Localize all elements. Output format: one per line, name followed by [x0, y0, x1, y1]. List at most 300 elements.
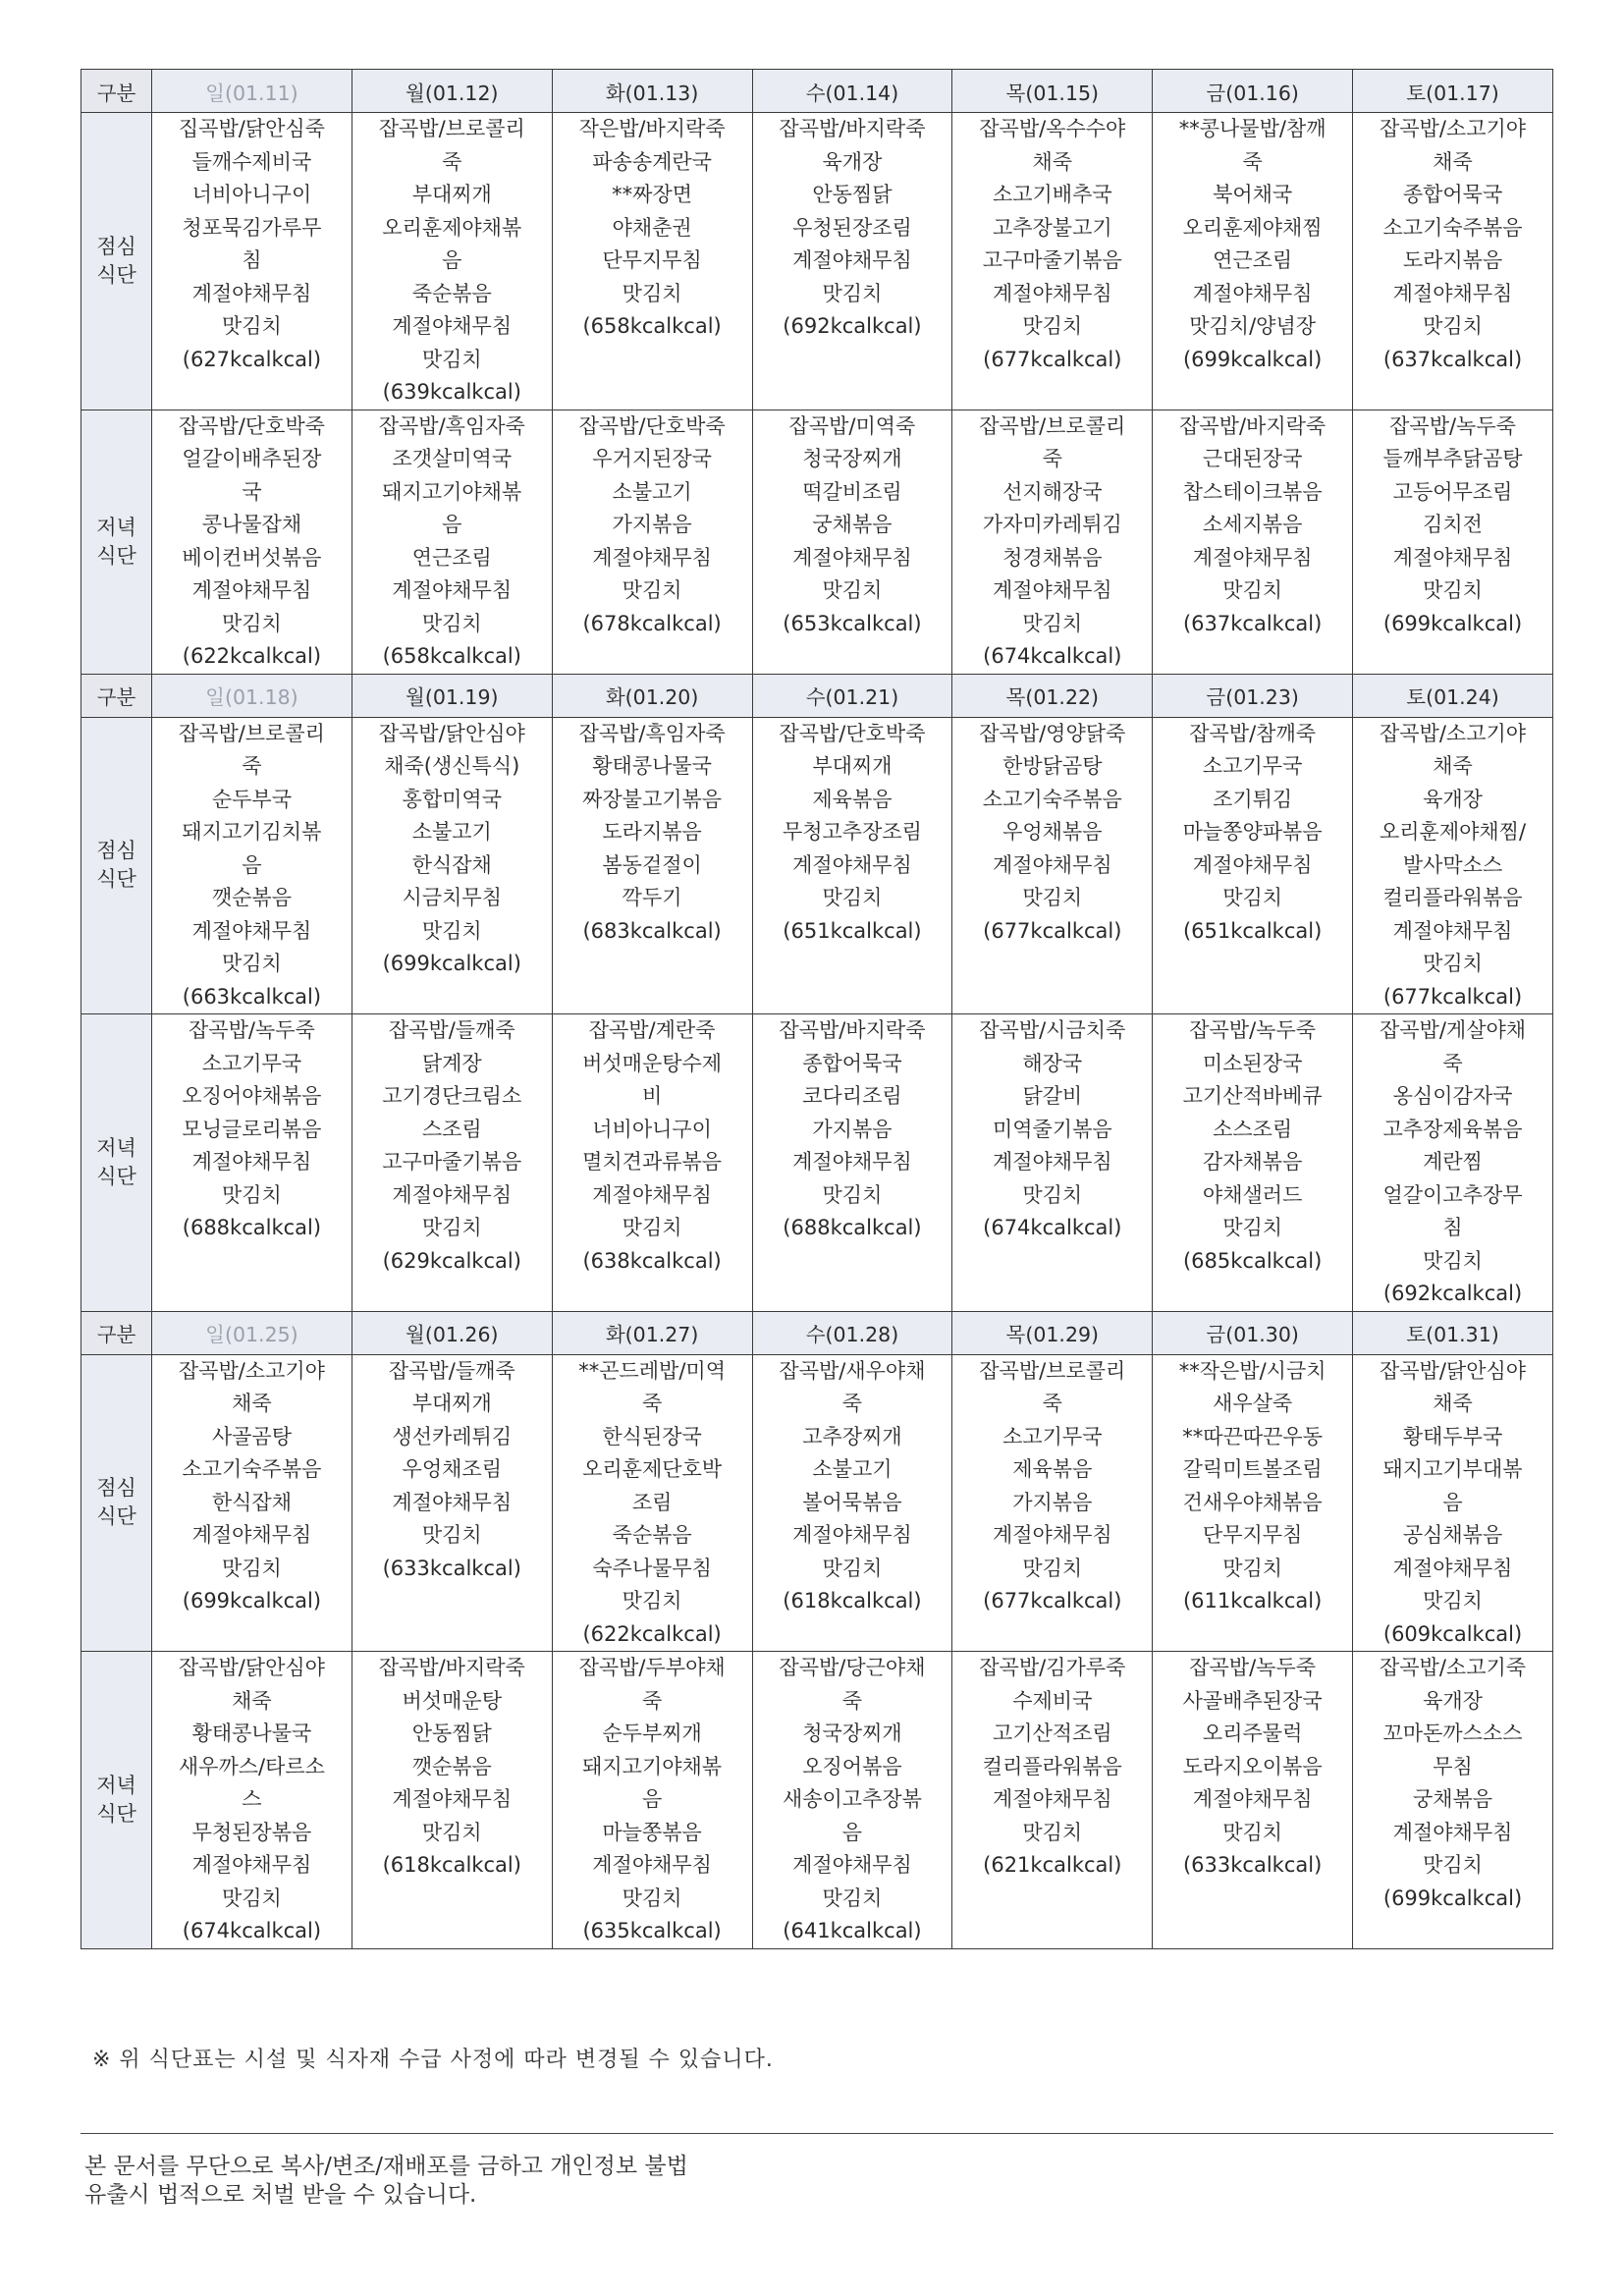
menu-item: 맛김치	[822, 281, 883, 305]
menu-item: 죽	[641, 1392, 663, 1415]
menu-item: 계절야채무침	[992, 852, 1112, 877]
menu-item: 계란찜	[1423, 1150, 1483, 1174]
day-header: 수(01.14)	[752, 70, 952, 113]
menu-item: 오리훈제야채찜/	[1379, 820, 1527, 844]
menu-cell	[1353, 717, 1553, 1014]
menu-item: (677kcalkcal)	[983, 1589, 1122, 1613]
menu-item: 맛김치	[1022, 314, 1083, 338]
menu-item: 잡곡밥/단호박죽	[578, 413, 726, 438]
menu-item: (621kcalkcal)	[983, 1853, 1122, 1877]
dinner-row	[81, 1652, 1553, 1949]
menu-item: 가지볶음	[1012, 1490, 1093, 1514]
menu-item: 계절야채무침	[1392, 545, 1513, 570]
menu-item: 우청된장조림	[792, 215, 912, 240]
menu-item: 맛김치	[1423, 314, 1483, 338]
menu-item: (618kcalkcal)	[382, 1853, 521, 1877]
menu-item: 모닝글로리볶음	[182, 1117, 322, 1141]
menu-item: 궁채볶음	[812, 513, 893, 536]
day-header: 금(01.23)	[1153, 674, 1353, 717]
menu-item: 미소된장국	[1202, 1051, 1303, 1075]
menu-item: 가지볶음	[612, 513, 692, 536]
menu-item: 맛김치	[622, 1886, 682, 1910]
menu-item: 채죽	[232, 1688, 272, 1713]
menu-item: 계절야채무침	[1392, 1820, 1513, 1844]
menu-item: 계절야채무침	[792, 852, 912, 877]
meal-label-line: 점심	[96, 839, 136, 863]
menu-item: 맛김치	[1222, 578, 1283, 602]
menu-item: 부대찌개	[812, 754, 893, 778]
menu-item: 음	[242, 852, 262, 877]
menu-item: 코다리조림	[802, 1084, 902, 1108]
meal-label	[81, 113, 152, 410]
menu-item: 궁채볶음	[1412, 1787, 1493, 1811]
menu-item: (699kcalkcal)	[1182, 347, 1323, 371]
menu-item: 계절야채무침	[1192, 545, 1313, 570]
menu-item: (699kcalkcal)	[382, 952, 521, 975]
menu-cell	[352, 717, 552, 1014]
menu-item: 고기경단크림소	[382, 1084, 522, 1108]
menu-cell	[1353, 113, 1553, 410]
menu-item: (663kcalkcal)	[182, 984, 322, 1009]
menu-item: 작은밥/바지락죽	[578, 117, 726, 140]
menu-item: 계절야채무침	[792, 545, 912, 570]
menu-item: 잡곡밥/들깨죽	[388, 1018, 515, 1042]
menu-item: 들깨부추닭곰탕	[1382, 447, 1523, 470]
menu-item: 새우살죽	[1213, 1392, 1293, 1415]
day-header: 월(01.26)	[352, 1311, 552, 1354]
menu-item: 버섯매운탕수제	[582, 1051, 723, 1075]
menu-item: 잡곡밥/들깨죽	[388, 1358, 515, 1383]
menu-item: 잡곡밥/바지락죽	[1179, 413, 1326, 438]
menu-item: 연근조림	[1213, 248, 1293, 272]
menu-cell	[352, 1354, 552, 1652]
menu-item: 잡곡밥/소고기야	[1379, 721, 1527, 745]
menu-cell	[752, 717, 952, 1014]
menu-item: 컬리플라워볶음	[982, 1754, 1122, 1778]
menu-item: (688kcalkcal)	[182, 1216, 322, 1239]
menu-item: (692kcalkcal)	[1382, 1282, 1523, 1305]
menu-item: **작은밥/시금치	[1178, 1358, 1326, 1383]
menu-item: 오리훈제야채볶	[382, 215, 522, 240]
menu-item: 음	[442, 513, 462, 536]
menu-item: 볼어묵볶음	[802, 1490, 902, 1514]
menu-item: 죽순볶음	[411, 281, 492, 305]
menu-cell	[552, 1354, 752, 1652]
menu-item: 음	[641, 1787, 663, 1811]
footer-line: 본 문서를 무단으로 복사/변조/재배포를 금하고 개인정보 불법	[84, 2154, 688, 2179]
menu-cell	[1153, 717, 1353, 1014]
menu-item: 계절야채무침	[191, 918, 312, 943]
menu-item: 제육볶음	[1012, 1457, 1093, 1481]
menu-item: 맛김치	[1423, 1589, 1483, 1613]
menu-item: 조갯살미역국	[392, 447, 513, 470]
menu-item: 맛김치	[421, 1216, 482, 1239]
menu-item: 선지해장국	[1002, 479, 1103, 504]
menu-item: 가자미카레튀김	[982, 513, 1122, 536]
menu-item: 맛김치	[421, 918, 482, 943]
menu-item: 무청된장볶음	[191, 1820, 312, 1844]
menu-item: 국	[242, 479, 262, 504]
menu-cell	[1153, 113, 1353, 410]
menu-item: 고추장제육볶음	[1382, 1117, 1523, 1141]
menu-item: 맛김치	[1022, 1820, 1083, 1844]
menu-item: 채죽	[232, 1392, 272, 1415]
meal-label	[81, 1652, 152, 1949]
menu-item: (683kcalkcal)	[582, 918, 722, 943]
menu-item: 새송이고추장볶	[782, 1787, 922, 1811]
menu-item: 고추장찌개	[802, 1424, 902, 1449]
menu-cell	[352, 1652, 552, 1949]
meal-label-line: 점심	[96, 234, 136, 258]
menu-item: 잡곡밥/옥수수야	[979, 117, 1126, 140]
menu-item: 계절야채무침	[1192, 1787, 1313, 1811]
menu-item: 계절야채무침	[1192, 852, 1313, 877]
menu-item: 채죽	[1433, 754, 1473, 778]
menu-item: 잡곡밥/닭안심야	[178, 1656, 325, 1679]
menu-item: 얼갈이배추된장	[182, 447, 322, 470]
menu-item: 맛김치	[1423, 1248, 1483, 1273]
menu-item: 계절야채무침	[992, 1787, 1112, 1811]
menu-item: 새우까스/타르소	[178, 1754, 325, 1778]
menu-item: 가지볶음	[812, 1117, 893, 1141]
menu-item: 맛김치	[822, 886, 883, 909]
menu-item: 북어채국	[1213, 183, 1293, 206]
menu-item: 생선카레튀김	[392, 1424, 513, 1449]
menu-item: 계절야채무침	[992, 281, 1112, 305]
menu-cell	[1353, 1014, 1553, 1312]
menu-item: 계절야채무침	[792, 1523, 912, 1547]
change-notice: ※ 위 식단표는 시설 및 식자재 수급 사정에 따라 변경될 수 있습니다.	[92, 2048, 774, 2072]
menu-item: 소고기무국	[1202, 754, 1303, 778]
menu-item: 종합어묵국	[1402, 183, 1503, 206]
day-header: 화(01.20)	[552, 674, 752, 717]
menu-item: 청국장찌개	[802, 1722, 902, 1745]
menu-item: (677kcalkcal)	[983, 347, 1122, 371]
menu-item: 황태두부국	[1402, 1424, 1503, 1449]
menu-item: 맛김치	[622, 1589, 682, 1613]
menu-cell	[752, 1354, 952, 1652]
menu-item: 계절야채무침	[992, 1150, 1112, 1174]
menu-item: 잡곡밥/흑임자죽	[578, 721, 726, 745]
menu-item: (674kcalkcal)	[983, 1216, 1122, 1239]
menu-item: 죽	[1042, 1392, 1062, 1415]
menu-cell	[952, 1652, 1153, 1949]
menu-item: 잡곡밥/소고기야	[1379, 117, 1527, 140]
menu-item: 계절야채무침	[592, 1853, 712, 1877]
menu-item: 죽	[1242, 149, 1263, 174]
menu-item: 맛김치	[421, 347, 482, 371]
menu-item: (688kcalkcal)	[783, 1216, 922, 1239]
menu-item: 계절야채무침	[792, 1853, 912, 1877]
menu-item: 황태콩나물국	[191, 1722, 312, 1745]
menu-cell	[152, 1652, 352, 1949]
menu-item: 황태콩나물국	[592, 754, 712, 778]
menu-item: 맛김치	[1222, 1556, 1283, 1580]
menu-item: 소고기숙주볶음	[982, 787, 1122, 811]
menu-item: 잡곡밥/새우야채	[779, 1358, 926, 1383]
menu-item: (651kcalkcal)	[783, 918, 922, 943]
menu-item: 잡곡밥/브로콜리	[979, 413, 1126, 438]
menu-item: 돼지고기김치볶	[182, 820, 322, 844]
menu-item: 비	[641, 1084, 663, 1108]
day-header: 화(01.27)	[552, 1311, 752, 1354]
menu-item: 죽순볶음	[612, 1523, 692, 1547]
menu-item: 오리훈제단호박	[582, 1457, 723, 1481]
menu-item: 청국장찌개	[802, 447, 902, 470]
menu-item: 침	[242, 248, 262, 272]
menu-item: 소고기배추국	[992, 183, 1112, 206]
menu-item: 맛김치	[822, 1886, 883, 1910]
lunch-row	[81, 113, 1553, 410]
menu-item: 계절야채무침	[592, 545, 712, 570]
menu-item: (609kcalkcal)	[1382, 1621, 1523, 1646]
menu-cell	[152, 410, 352, 674]
menu-item: 제육볶음	[812, 787, 893, 811]
menu-item: 계절야채무침	[191, 1523, 312, 1547]
menu-item: 잡곡밥/녹두죽	[1389, 413, 1516, 438]
day-header: 토(01.24)	[1353, 674, 1553, 717]
menu-item: 파송송계란국	[592, 149, 712, 174]
menu-item: 잡곡밥/브로콜리	[178, 721, 325, 745]
menu-item: 우엉채볶음	[1002, 820, 1103, 844]
menu-item: 한식잡채	[211, 1490, 292, 1514]
menu-item: (651kcalkcal)	[1182, 918, 1323, 943]
menu-item: **짜장면	[612, 183, 693, 206]
menu-item: 안동찜닭	[812, 183, 893, 206]
menu-item: (674kcalkcal)	[983, 644, 1122, 668]
menu-cell	[552, 717, 752, 1014]
menu-cell	[952, 1354, 1153, 1652]
menu-item: 고등어무조림	[1392, 479, 1513, 504]
menu-item: 맛김치	[221, 1886, 282, 1910]
menu-item: 맛김치	[822, 1556, 883, 1580]
day-header: 토(01.31)	[1353, 1311, 1553, 1354]
menu-item: 맛김치	[622, 281, 682, 305]
meal-label-line: 식단	[96, 262, 136, 287]
menu-item: 죽	[1442, 1051, 1463, 1075]
menu-item: 잡곡밥/바지락죽	[779, 117, 926, 140]
menu-item: 감자채볶음	[1202, 1150, 1303, 1174]
menu-item: (633kcalkcal)	[1182, 1853, 1323, 1877]
menu-item: 계절야채무침	[191, 1150, 312, 1174]
menu-item: 맛김치	[1423, 578, 1483, 602]
lunch-row	[81, 1354, 1553, 1652]
menu-item: 맛김치	[1222, 1820, 1283, 1844]
menu-cell	[1153, 1652, 1353, 1949]
menu-item: 육개장	[1423, 1688, 1483, 1713]
menu-item: 고구마줄기볶음	[982, 248, 1122, 272]
menu-item: (699kcalkcal)	[182, 1589, 322, 1613]
menu-item: 너비아니구이	[592, 1117, 712, 1141]
menu-item: 맛김치	[622, 578, 682, 602]
menu-item: 계절야채무침	[792, 248, 912, 272]
menu-item: 수제비국	[1012, 1688, 1093, 1713]
menu-item: 계절야채무침	[1192, 281, 1313, 305]
menu-item: 잡곡밥/녹두죽	[1189, 1018, 1317, 1042]
menu-item: 사골곰탕	[211, 1424, 292, 1449]
menu-item: 잡곡밥/시금치죽	[979, 1018, 1126, 1042]
meal-label-line: 저녁	[96, 515, 136, 539]
menu-item: 깍두기	[622, 886, 682, 909]
menu-item: (674kcalkcal)	[182, 1919, 322, 1942]
menu-item: 오리훈제야채찜	[1182, 215, 1323, 240]
menu-item: 소불고기	[812, 1457, 893, 1481]
menu-item: 부대찌개	[411, 183, 492, 206]
menu-cell	[552, 410, 752, 674]
menu-item: (658kcalkcal)	[582, 314, 722, 338]
menu-cell	[352, 1014, 552, 1312]
menu-item: **따끈따끈우동	[1182, 1424, 1323, 1449]
menu-item: 홍합미역국	[402, 787, 502, 811]
menu-item: 잡곡밥/참깨죽	[1189, 721, 1317, 745]
meal-label-line: 식단	[96, 543, 136, 568]
menu-cell	[152, 1014, 352, 1312]
menu-item: (699kcalkcal)	[1382, 1886, 1523, 1910]
menu-item: 단무지무침	[1202, 1523, 1303, 1547]
menu-item: 소세지볶음	[1202, 513, 1303, 536]
menu-cell	[952, 1014, 1153, 1312]
menu-cell	[1353, 1354, 1553, 1652]
menu-item: 갈릭미트볼조림	[1182, 1457, 1323, 1481]
day-header: 월(01.12)	[352, 70, 552, 113]
menu-item: 무침	[1433, 1754, 1473, 1778]
menu-item: (641kcalkcal)	[783, 1919, 922, 1942]
meal-label-line: 식단	[96, 1801, 136, 1826]
menu-item: 콩나물잡채	[201, 513, 302, 536]
menu-item: **곤드레밥/미역	[578, 1358, 726, 1383]
menu-item: 계절야채무침	[191, 1853, 312, 1877]
menu-item: 소고기숙주볶음	[1382, 215, 1523, 240]
meal-label	[81, 410, 152, 674]
footer-divider	[81, 2133, 1553, 2134]
menu-item: 한식된장국	[602, 1424, 702, 1449]
menu-item: 도라지볶음	[1402, 248, 1503, 272]
menu-item: 꼬마돈까스소스	[1382, 1722, 1523, 1745]
menu-item: 멸치견과류볶음	[582, 1150, 723, 1174]
menu-item: 맛김치	[421, 1523, 482, 1547]
menu-item: 돼지고기부대볶	[1382, 1457, 1523, 1481]
day-header: 월(01.19)	[352, 674, 552, 717]
menu-item: 조림	[631, 1490, 673, 1514]
menu-item: 김치전	[1423, 513, 1483, 536]
menu-item: 고기산적바베큐	[1182, 1084, 1323, 1108]
menu-item: 무청고추장조림	[782, 820, 922, 844]
menu-item: 잡곡밥/바지락죽	[779, 1018, 926, 1042]
menu-item: 숙주나물무침	[592, 1556, 712, 1580]
menu-item: 죽	[442, 149, 462, 174]
menu-item: 맛김치/양념장	[1189, 314, 1317, 338]
menu-cell	[152, 717, 352, 1014]
menu-item: 맛김치	[221, 611, 282, 635]
menu-item: 찹스테이크볶음	[1182, 479, 1323, 504]
menu-item: 야채샐러드	[1202, 1182, 1303, 1207]
menu-item: (678kcalkcal)	[582, 611, 722, 635]
menu-item: 돼지고기야채볶	[382, 479, 522, 504]
meal-label	[81, 1354, 152, 1652]
menu-item: 닭계장	[421, 1051, 482, 1075]
menu-item: 맛김치	[1022, 1556, 1083, 1580]
menu-cell	[1353, 410, 1553, 674]
menu-cell	[1353, 1652, 1553, 1949]
menu-item: 계절야채무침	[392, 314, 513, 338]
menu-item: 베이컨버섯볶음	[182, 545, 322, 570]
day-header: 목(01.29)	[952, 1311, 1153, 1354]
menu-item: 집곡밥/닭안심죽	[178, 117, 325, 140]
menu-item: 스조림	[421, 1117, 482, 1141]
menu-item: 한식잡채	[411, 852, 492, 877]
menu-item: 맛김치	[1222, 1216, 1283, 1239]
menu-item: 건새우야채볶음	[1182, 1490, 1323, 1514]
menu-item: 들깨수제비국	[191, 149, 312, 174]
footer-line: 유출시 법적으로 처벌 받을 수 있습니다.	[84, 2182, 477, 2208]
menu-item: (637kcalkcal)	[1382, 347, 1523, 371]
menu-item: 계절야채무침	[592, 1182, 712, 1207]
menu-item: 너비아니구이	[191, 183, 312, 206]
menu-cell	[952, 717, 1153, 1014]
menu-cell	[1153, 1014, 1353, 1312]
menu-item: 오징어볶음	[802, 1754, 902, 1778]
menu-item: 안동찜닭	[411, 1722, 492, 1745]
menu-item: (658kcalkcal)	[382, 644, 521, 668]
menu-item: 한방닭곰탕	[1002, 754, 1103, 778]
menu-item: 계절야채무침	[191, 281, 312, 305]
menu-item: 잡곡밥/계란죽	[588, 1018, 716, 1042]
menu-item: 채죽	[1032, 149, 1073, 174]
menu-item: 청경채볶음	[1002, 545, 1103, 570]
menu-item: (692kcalkcal)	[783, 314, 922, 338]
menu-item: 도라지볶음	[602, 820, 702, 844]
menu-item: 계절야채무침	[1392, 1556, 1513, 1580]
menu-cell	[752, 1652, 952, 1949]
menu-item: 소스조림	[1213, 1117, 1293, 1141]
menu-item: 고구마줄기볶음	[382, 1150, 522, 1174]
menu-item: 잡곡밥/단호박죽	[178, 413, 325, 438]
menu-item: 잡곡밥/브로콜리	[378, 117, 525, 140]
menu-item: 맛김치	[421, 611, 482, 635]
meal-label	[81, 1014, 152, 1312]
menu-item: 잡곡밥/닭안심야	[378, 721, 525, 745]
menu-item: 고기산적조림	[992, 1722, 1112, 1745]
lunch-row	[81, 717, 1553, 1014]
menu-item: 잡곡밥/닭안심야	[1379, 1358, 1527, 1383]
menu-item: (637kcalkcal)	[1182, 611, 1323, 635]
menu-item: 마늘쫑양파볶음	[1182, 820, 1323, 844]
menu-item: 계절야채무침	[1392, 918, 1513, 943]
dinner-row	[81, 410, 1553, 674]
menu-cell	[552, 1652, 752, 1949]
menu-cell	[752, 1014, 952, 1312]
week-header-row	[81, 70, 1553, 113]
menu-item: 채죽(생신특식)	[384, 754, 520, 778]
day-header: 일(01.18)	[152, 674, 352, 717]
menu-item: 잡곡밥/녹두죽	[189, 1018, 315, 1042]
menu-cell	[152, 113, 352, 410]
menu-item: 닭갈비	[1022, 1084, 1083, 1108]
header-label: 구분	[81, 1311, 152, 1354]
menu-item: (685kcalkcal)	[1182, 1248, 1323, 1273]
menu-item: 순두부국	[211, 787, 292, 811]
menu-item: 잡곡밥/소고기야	[178, 1358, 325, 1383]
menu-item: (629kcalkcal)	[382, 1248, 521, 1273]
menu-item: 죽	[841, 1392, 863, 1415]
menu-item: 버섯매운탕	[402, 1688, 502, 1713]
menu-item: 단무지무침	[602, 248, 702, 272]
menu-item: **콩나물밥/참깨	[1178, 117, 1326, 140]
menu-item: 고추장불고기	[992, 215, 1112, 240]
menu-item: 채죽	[1433, 149, 1473, 174]
menu-item: 떡갈비조림	[802, 479, 902, 504]
menu-item: 오리주물럭	[1202, 1722, 1303, 1745]
